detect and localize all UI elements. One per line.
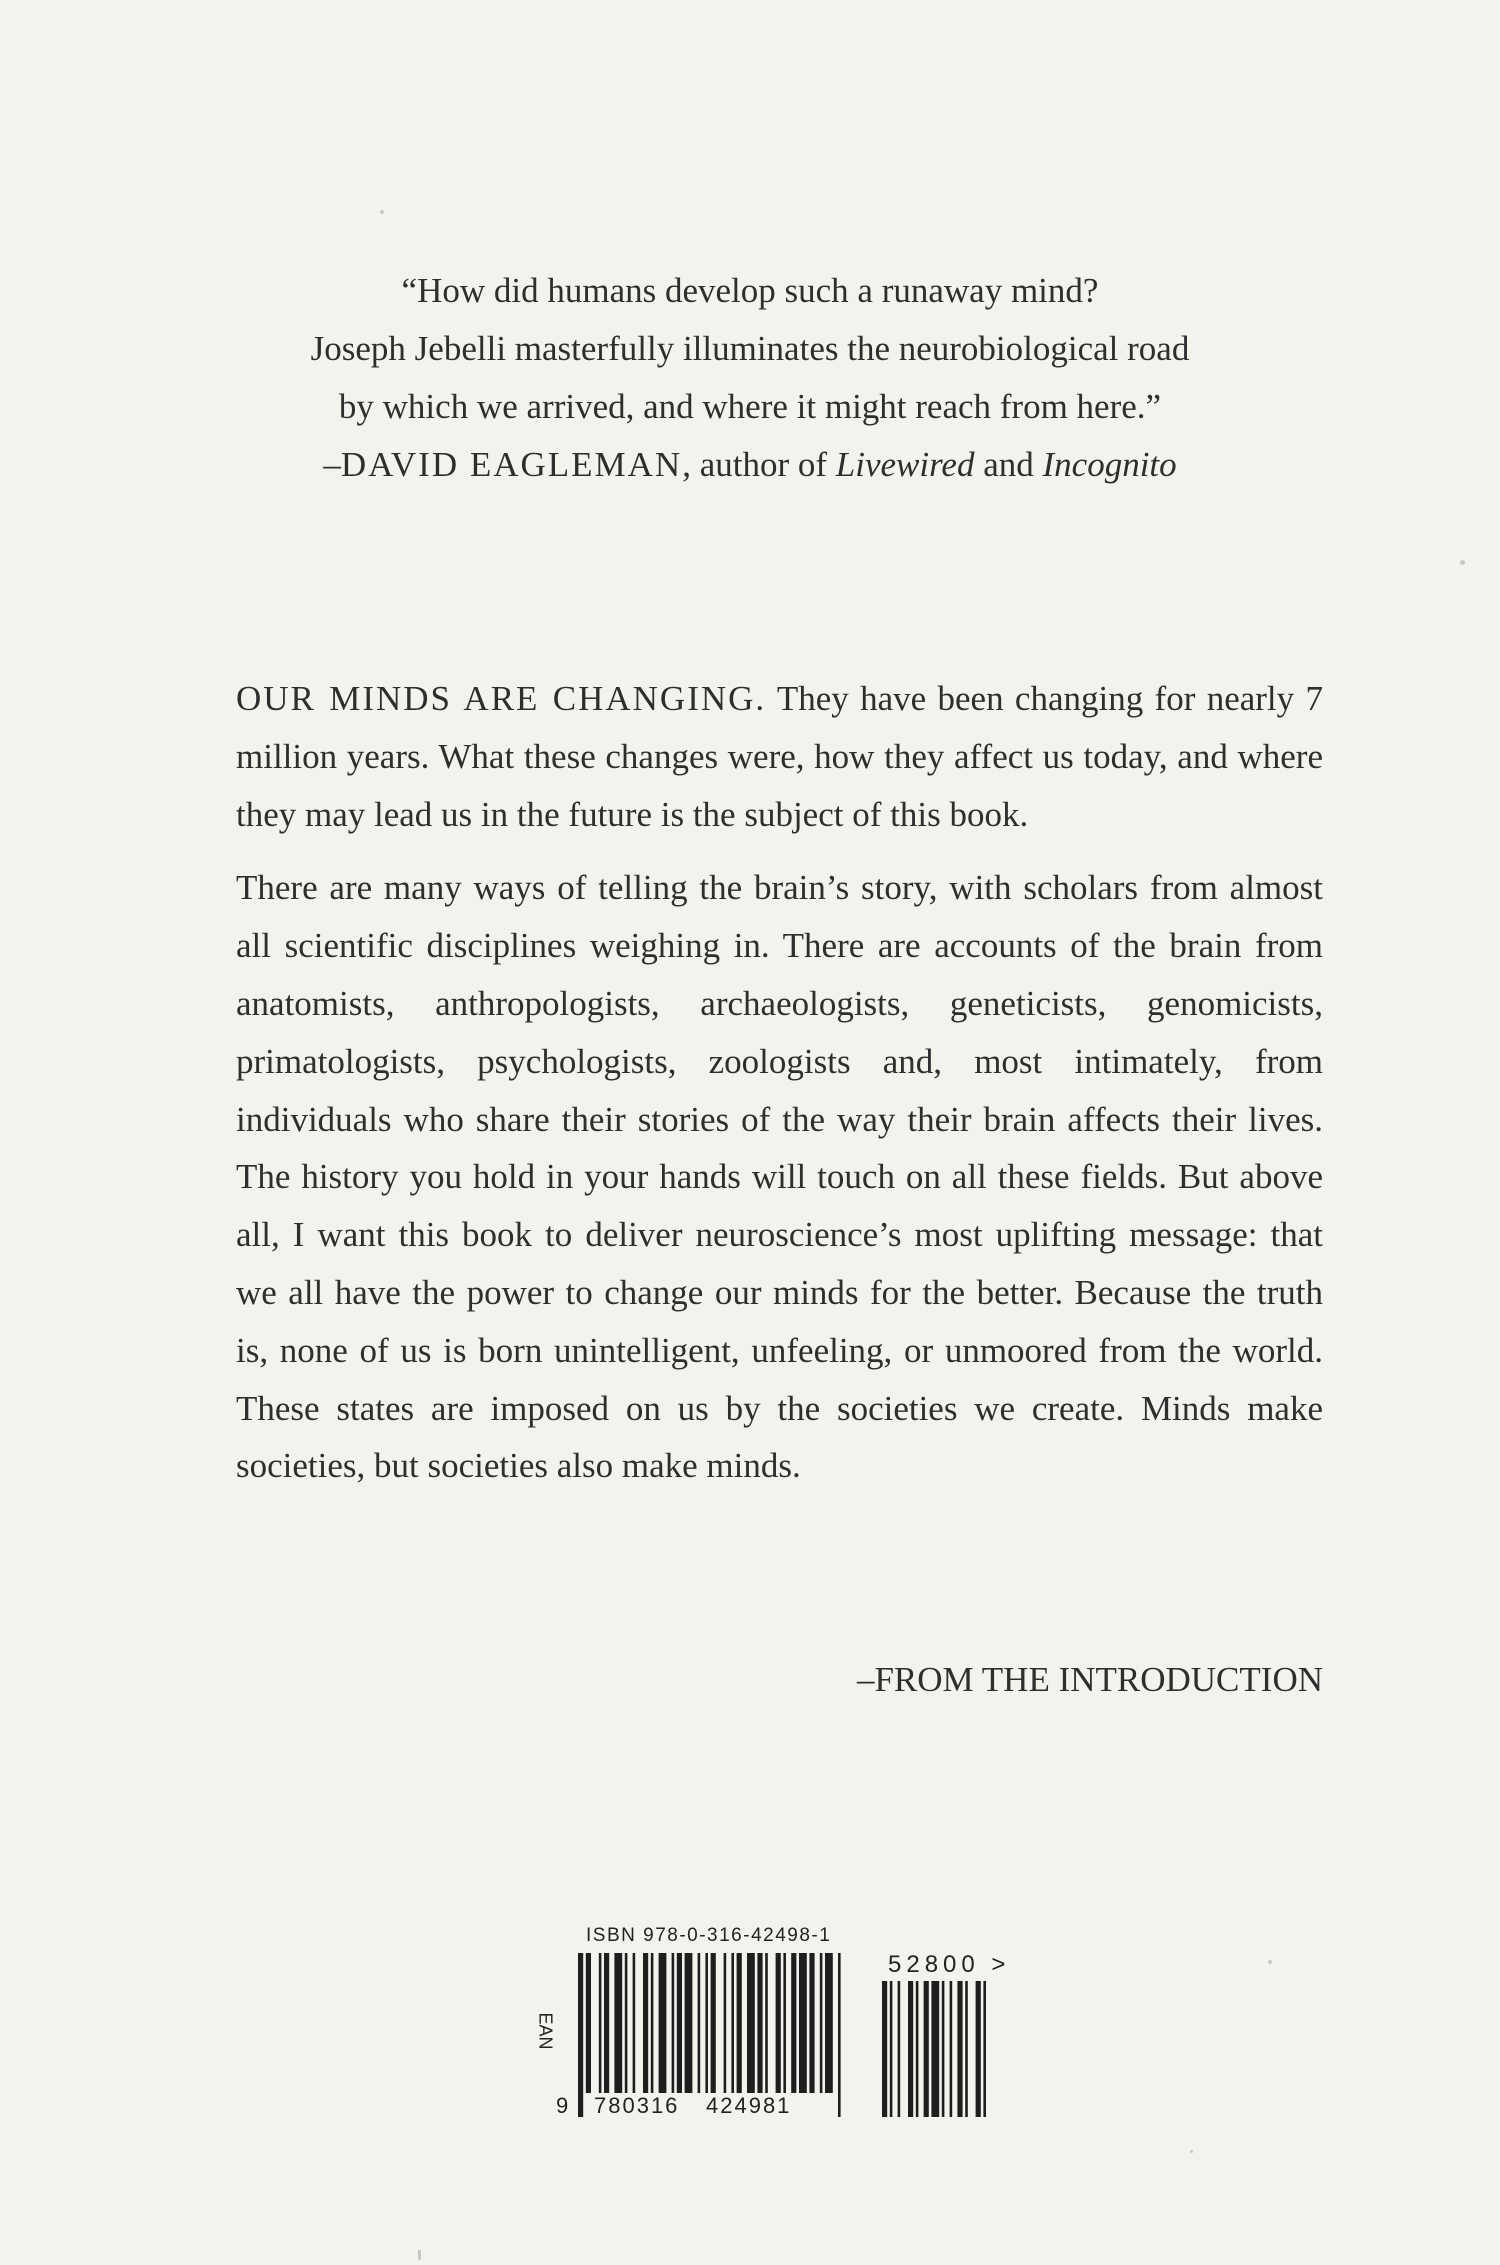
- paper-speck: [1268, 1960, 1272, 1964]
- addon-bar: [983, 1981, 986, 2117]
- addon-bar: [942, 1981, 945, 2117]
- book-title-incognito: Incognito: [1042, 445, 1177, 484]
- barcode-bar: [685, 1953, 693, 2093]
- lead-caps: OUR MINDS ARE CHANGING.: [236, 679, 767, 718]
- barcode-bar: [825, 1953, 833, 2093]
- addon-bar: [965, 1981, 968, 2117]
- barcode-bar: [838, 1953, 841, 2117]
- barcode-bar: [791, 1953, 796, 2093]
- attribution-dash: –: [323, 445, 341, 484]
- isbn-label: ISBN 978-0-316-42498-1: [586, 1925, 832, 1946]
- excerpt-source: –FROM THE INTRODUCTION: [856, 1660, 1323, 1699]
- barcode-bar: [586, 1953, 591, 2093]
- paragraph-text: They have been changing for nearly 7 million years. What these changes were, how they affect us today, and where they may lead us in the future is the subject of this book.: [236, 679, 1323, 834]
- barcode-bar: [757, 1953, 762, 2093]
- addon-bar: [924, 1981, 929, 2117]
- barcode-bar: [698, 1953, 701, 2093]
- addon-bar: [957, 1981, 962, 2117]
- introduction-excerpt: [236, 670, 1323, 1495]
- addon-bar: [916, 1981, 919, 2117]
- barcode-bar: [599, 1953, 602, 2093]
- paper-speck: [418, 2250, 421, 2260]
- addon-bar: [950, 1981, 953, 2117]
- ean-left-digits: 780316: [594, 2093, 680, 2118]
- ean-right-digits: 424981: [706, 2093, 792, 2118]
- barcode-bar: [659, 1953, 667, 2093]
- quote-attribution: [210, 436, 1290, 494]
- addon-bar: [898, 1981, 901, 2117]
- barcode-bar: [651, 1953, 654, 2093]
- barcode-bar: [643, 1953, 648, 2093]
- barcode-bar: [604, 1953, 609, 2093]
- barcode-bar: [578, 1953, 583, 2117]
- barcode-bar: [799, 1953, 807, 2093]
- barcode-bar: [672, 1953, 675, 2093]
- paper-speck: [1190, 2150, 1193, 2153]
- addon-bar: [931, 1981, 939, 2117]
- barcode-bar: [625, 1953, 628, 2093]
- barcode-bar: [724, 1953, 727, 2093]
- quote-line: “How did humans develop such a runaway mind?: [401, 271, 1099, 310]
- ean-label: EAN: [535, 2012, 556, 2050]
- barcode-bar: [677, 1953, 682, 2093]
- endorsement-blurb: [210, 262, 1290, 494]
- paper-speck: [1460, 560, 1465, 565]
- barcode-bar: [776, 1953, 781, 2093]
- addon-bar: [976, 1981, 981, 2117]
- barcode-bar: [614, 1953, 622, 2093]
- attribution-text: , author of: [682, 445, 836, 484]
- paper-speck: [380, 210, 384, 214]
- attribution-text: and: [974, 445, 1043, 484]
- barcode-bar: [705, 1953, 708, 2093]
- addon-code: 52800: [888, 1951, 980, 1978]
- barcode-bar: [633, 1953, 636, 2093]
- addon-digits: [888, 1951, 1010, 1979]
- isbn-barcode: [520, 1925, 1060, 2125]
- quote-line: Joseph Jebelli masterfully illuminates the neurobiological road: [310, 329, 1190, 368]
- barcode-bar: [765, 1953, 768, 2093]
- barcode-bar: [731, 1953, 734, 2093]
- excerpt-paragraph: [236, 670, 1323, 843]
- excerpt-paragraph: There are many ways of telling the brain’s story, with scholars from almost all scientific disciplines weighing in. There are accounts of the brain from anatomists, anthropologists, archaeologists, geneticists, genomicists, primatologists, psychologists, zoologists and, most intimately, from individuals who share their stories of the way their brain affects their lives. The history you hold in your hands will touch on all these fields. But above all, I want this book to deliver neuroscience’s most uplifting message: that we all have the power to change our minds for the better. Because the truth is, none of us is born unintelligent, unfeeling, or unmoored from the world. These states are imposed on us by the societies we create. Minds make societies, but societies also make minds.: [236, 868, 1323, 1486]
- barcode-bar: [820, 1953, 823, 2093]
- addon-arrow: >: [991, 1951, 1011, 1978]
- barcode-bar: [809, 1953, 814, 2093]
- barcode-bar: [747, 1953, 755, 2093]
- addon-bar: [890, 1981, 893, 2117]
- barcode-bar: [737, 1953, 742, 2093]
- ean-lead-digit: 9: [556, 2093, 571, 2118]
- barcode-bar: [783, 1953, 786, 2093]
- attribution-name: DAVID EAGLEMAN: [340, 445, 683, 484]
- book-title-livewired: Livewired: [835, 445, 975, 484]
- quote-line: by which we arrived, and where it might reach from here.”: [338, 387, 1162, 426]
- addon-bar: [908, 1981, 913, 2117]
- addon-bar: [882, 1981, 887, 2117]
